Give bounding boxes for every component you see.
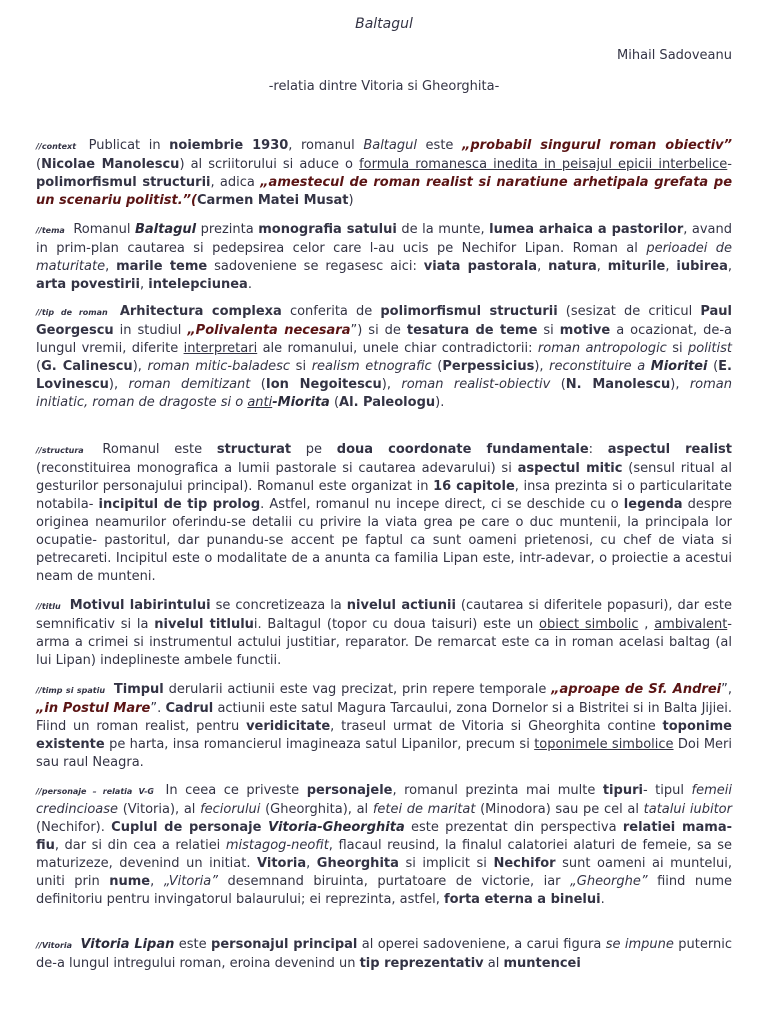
section-tema: //tema Romanul Baltagul prezinta monografia satului de la munte, lumea arhaica a pastorilor, avand in prim-plan cautarea si pedepsirea celor care l-au ucis pe Nechifor Lipan. Roman al perioadei de maturitate, marile teme sadoveniene se regasesc aici: viata pastorala, natura, miturile, iubirea, arta povestirii, intelepciunea. xyxy=(36,222,733,292)
document-subtitle: -relatia dintre Vitoria si Gheorghita- xyxy=(268,79,500,94)
section-tag: //timp si spatiu xyxy=(36,686,106,695)
section-tag: //tip de roman xyxy=(36,308,108,317)
section-tag: //tema xyxy=(36,226,65,235)
section-tip-de-roman: //tip de roman Arhitectura complexa conferita de polimorfismul structurii (sesizat de criticul Paul Georgescu in studiul „Polivalenta necesara”) si de tesatura de teme si motive a ocazionat, de-a lungul vremii, diferite interpretari ale romanului, unele chiar contradictorii: roman antropologic si politist (G. Calinescu), roman mitic-baladesc si realism etnografic (Perpessicius), reconstituire a Mioritei (E. Lovinescu), roman demitizant (Ion Negoitescu), roman realist-obiectiv (N. Manolescu), roman initiatic, roman de dragoste si o anti-Miorita (Al. Paleologu). xyxy=(36,304,732,410)
section-structura: //structura Romanul este structurat pe doua coordonate fundamentale: aspectul realist (reconstituirea monografica a lumii pastorale si cautarea adevarului) si aspectul mitic (sensul ritual al gesturilor personajului principal). Romanul este organizat in 16 capitole, insa prezinta si o particularitate notabila- incipitul de tip prolog. Astfel, romanul nu incepe direct, ci se deschide cu o legenda despre originea neamurilor oferindu-se detalii cu privire la viata grea pe care o duc muntenii, la principala lor ocupatie- pastoritul, dar punandu-se accent pe faptul ca sunt oameni prietenosi, cu chef de viata si petrecareti. Incipitul este o modalitate de a anunta ca familia Lipan este, intr-adevar, o proiectie a acestui neam de munteni. xyxy=(36,442,733,584)
section-tag: //titlu xyxy=(36,602,61,611)
section-personaje: //personaje – relatia V-G In ceea ce priveste personajele, romanul prezinta mai multe tipuri- tipul femeii credincioase (Vitoria), al feciorului (Gheorghita), al fetei de maritat (Minodora) sau pe cel al tatalui iubitor (Nechifor). Cuplul de personaje Vitoria-Gheorghita este prezentat din perspectiva relatiei mama-fiu, dar si din cea a relatiei mistagog-neofit, flacaul reusind, la finalul calatoriei alaturi de femeie, sa se maturizeze, devenind un initiat. Vitoria, Gheorghita si implicit si Nechifor sunt oameni ai muntelui, uniti prin nume, „Vitoria” desemnand biruinta, purtatoare de victorie, iar „Gheorghe” fiind nume definitoriu pentru invingatorul balaurului; ei reprezinta, astfel, forta eterna a binelui. xyxy=(36,783,733,907)
section-vitoria: //Vitoria Vitoria Lipan este personajul principal al operei sadoveniene, a carui figura se impune puternic de-a lungul intregului roman, eroina devenind un tip reprezentativ al muntencei xyxy=(36,937,732,971)
document-title: Baltagul xyxy=(355,16,413,32)
section-titlu: //titlu Motivul labirintului se concretizeaza la nivelul actiunii (cautarea si diferitele popasuri), dar este semnificativ si la nivelul titlului. Baltagul (topor cu doua taisuri) este un obiect simbolic , ambivalent- arma a crimei si instrumentul actului justitiar, reparator. De remarcat este ca in roman acelasi baltag (al lui Lipan) indeplineste ambele functii. xyxy=(36,598,732,668)
section-tag: //structura xyxy=(36,446,84,455)
document-author: Mihail Sadoveanu xyxy=(617,48,732,63)
section-tag: //personaje – relatia V-G xyxy=(36,787,154,796)
section-timp-si-spatiu: //timp si spatiu Timpul derularii actiunii este vag precizat, prin repere temporale „aproape de Sf. Andrei”, „in Postul Mare”. Cadrul actiunii este satul Magura Tarcaului, zona Dornelor si a Bistritei si in Balta Jijiei. Fiind un roman realist, pentru veridicitate, traseul urmat de Vitoria si Gheorghita contine toponime existente pe harta, insa romancierul imagineaza satul Lipanilor, precum si toponimele simbolice Doi Meri sau raul Neagra. xyxy=(36,682,733,770)
section-context: //context Publicat in noiembrie 1930, romanul Baltagul este „probabil singurul roman obiectiv” (Nicolae Manolescu) al scriitorului si aduce o formula romanesca inedita in peisajul epicii interbelice- polimorfismul structurii, adica „amestecul de roman realist si naratiune arhetipala grefata pe un scenariu politist.”(Carmen Matei Musat) xyxy=(36,138,733,208)
section-tag: //context xyxy=(36,142,77,151)
section-tag: //Vitoria xyxy=(36,941,73,950)
